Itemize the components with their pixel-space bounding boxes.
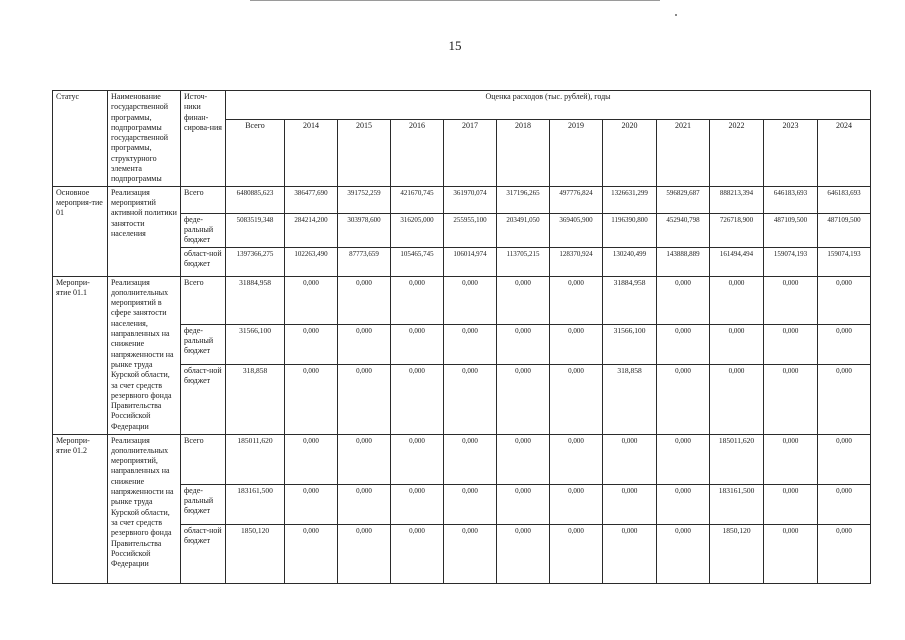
value-cell: 452940,798 (657, 213, 710, 247)
value-cell: 0,000 (285, 524, 338, 583)
value-cell: 102263,490 (285, 247, 338, 276)
value-cell: 0,000 (603, 524, 657, 583)
header-source: Источ-ники финан-сирова-ния (181, 91, 226, 187)
value-cell: 386477,690 (285, 186, 338, 213)
value-cell: 31566,100 (226, 324, 285, 364)
value-cell: 0,000 (603, 484, 657, 524)
top-scan-line (250, 0, 660, 1)
source-cell: феде-ральный бюджет (181, 324, 226, 364)
value-cell: 0,000 (497, 364, 550, 434)
value-cell: 0,000 (818, 434, 871, 484)
header-col-year: 2017 (444, 119, 497, 186)
name-cell: Реализация мероприятий активной политики занятости населения (108, 186, 181, 276)
value-cell: 0,000 (657, 434, 710, 484)
value-cell: 0,000 (550, 524, 603, 583)
header-col-year: 2024 (818, 119, 871, 186)
source-cell: феде-ральный бюджет (181, 484, 226, 524)
value-cell: 0,000 (764, 434, 818, 484)
value-cell: 5083519,348 (226, 213, 285, 247)
value-cell: 106014,974 (444, 247, 497, 276)
value-cell: 596829,687 (657, 186, 710, 213)
header-col-year: 2018 (497, 119, 550, 186)
value-cell: 0,000 (657, 524, 710, 583)
name-cell: Реализация дополнительных мероприятий, направленных на снижение напряженности на рынке труда Курской области, за счет средств резервного фонда Правительства Российской Федерации (108, 434, 181, 583)
value-cell: 0,000 (764, 324, 818, 364)
value-cell: 0,000 (764, 364, 818, 434)
value-cell: 888213,394 (710, 186, 764, 213)
value-cell: 0,000 (285, 434, 338, 484)
value-cell: 0,000 (710, 364, 764, 434)
value-cell: 303978,600 (338, 213, 391, 247)
value-cell: 159074,193 (818, 247, 871, 276)
value-cell: 31566,100 (603, 324, 657, 364)
value-cell: 497776,824 (550, 186, 603, 213)
header-name: Наименование государственной программы, подпрограммы государственной программы, структурного элемента подпрограммы (108, 91, 181, 187)
value-cell: 361970,074 (444, 186, 497, 213)
status-cell: Меропри-ятие 01.2 (53, 434, 108, 583)
value-cell: 0,000 (550, 364, 603, 434)
value-cell: 316205,000 (391, 213, 444, 247)
value-cell: 0,000 (338, 324, 391, 364)
value-cell: 0,000 (338, 364, 391, 434)
value-cell: 0,000 (391, 276, 444, 324)
value-cell: 143888,889 (657, 247, 710, 276)
value-cell: 0,000 (497, 324, 550, 364)
value-cell: 0,000 (550, 434, 603, 484)
value-cell: 203491,050 (497, 213, 550, 247)
table-row (53, 186, 871, 213)
value-cell: 0,000 (497, 484, 550, 524)
value-cell: 183161,500 (226, 484, 285, 524)
value-cell: 0,000 (497, 524, 550, 583)
value-cell: 0,000 (497, 434, 550, 484)
value-cell: 87773,659 (338, 247, 391, 276)
value-cell: 0,000 (818, 364, 871, 434)
value-cell: 1850,120 (710, 524, 764, 583)
value-cell: 0,000 (338, 434, 391, 484)
header-col-year: 2014 (285, 119, 338, 186)
source-cell: феде-ральный бюджет (181, 213, 226, 247)
table-row (53, 276, 871, 324)
value-cell: 1850,120 (226, 524, 285, 583)
header-col-year: 2021 (657, 119, 710, 186)
value-cell: 0,000 (818, 324, 871, 364)
source-cell: Всего (181, 186, 226, 213)
value-cell: 113705,215 (497, 247, 550, 276)
value-cell: 183161,500 (710, 484, 764, 524)
value-cell: 0,000 (285, 276, 338, 324)
value-cell: 0,000 (497, 276, 550, 324)
value-cell: 105465,745 (391, 247, 444, 276)
value-cell: 0,000 (391, 524, 444, 583)
scan-speck (675, 14, 677, 16)
value-cell: 31884,958 (226, 276, 285, 324)
value-cell: 0,000 (444, 434, 497, 484)
value-cell: 318,858 (226, 364, 285, 434)
value-cell: 0,000 (444, 364, 497, 434)
status-cell: Основное мероприя-тие 01 (53, 186, 108, 276)
source-cell: област-ной бюджет (181, 247, 226, 276)
value-cell: 0,000 (657, 484, 710, 524)
value-cell: 0,000 (550, 276, 603, 324)
header-col-year: 2015 (338, 119, 391, 186)
table-row (53, 434, 871, 484)
value-cell: 0,000 (338, 524, 391, 583)
header-status: Статус (53, 91, 108, 187)
value-cell: 0,000 (550, 324, 603, 364)
value-cell: 726718,900 (710, 213, 764, 247)
header-col-year: 2016 (391, 119, 444, 186)
status-cell: Меропри-ятие 01.1 (53, 276, 108, 434)
budget-table (52, 90, 871, 584)
value-cell: 0,000 (550, 484, 603, 524)
value-cell: 185011,620 (226, 434, 285, 484)
value-cell: 185011,620 (710, 434, 764, 484)
value-cell: 0,000 (764, 524, 818, 583)
value-cell: 255955,100 (444, 213, 497, 247)
value-cell: 421670,745 (391, 186, 444, 213)
value-cell: 0,000 (391, 324, 444, 364)
value-cell: 0,000 (818, 524, 871, 583)
value-cell: 0,000 (657, 276, 710, 324)
value-cell: 6480885,623 (226, 186, 285, 213)
value-cell: 0,000 (710, 276, 764, 324)
page-number: 15 (448, 38, 462, 53)
value-cell: 0,000 (818, 484, 871, 524)
value-cell: 0,000 (338, 276, 391, 324)
value-cell: 0,000 (285, 364, 338, 434)
value-cell: 0,000 (764, 276, 818, 324)
value-cell: 369405,900 (550, 213, 603, 247)
value-cell: 31884,958 (603, 276, 657, 324)
value-cell: 0,000 (391, 434, 444, 484)
value-cell: 318,858 (603, 364, 657, 434)
header-estimate: Оценка расходов (тыс. рублей), годы (226, 91, 871, 120)
value-cell: 646183,693 (818, 186, 871, 213)
name-cell: Реализация дополнительных мероприятий в сфере занятости населения, направленных на снижение напряженности на рынке труда Курской области, за счет средств резервного фонда Правительства Российской Федерации (108, 276, 181, 434)
value-cell: 0,000 (444, 324, 497, 364)
source-cell: област-ной бюджет (181, 364, 226, 434)
header-col-year: 2022 (710, 119, 764, 186)
value-cell: 1326631,299 (603, 186, 657, 213)
value-cell: 317196,265 (497, 186, 550, 213)
value-cell: 0,000 (657, 324, 710, 364)
value-cell: 0,000 (285, 324, 338, 364)
value-cell: 0,000 (657, 364, 710, 434)
source-cell: област-ной бюджет (181, 524, 226, 583)
header-col-year: 2019 (550, 119, 603, 186)
header-row-1 (53, 91, 871, 120)
value-cell: 487109,500 (818, 213, 871, 247)
value-cell: 128370,924 (550, 247, 603, 276)
source-cell: Всего (181, 276, 226, 324)
header-col-year: 2020 (603, 119, 657, 186)
value-cell: 161494,494 (710, 247, 764, 276)
value-cell: 0,000 (444, 524, 497, 583)
value-cell: 130240,499 (603, 247, 657, 276)
value-cell: 284214,200 (285, 213, 338, 247)
value-cell: 0,000 (285, 484, 338, 524)
value-cell: 1397366,275 (226, 247, 285, 276)
header-col-year: 2023 (764, 119, 818, 186)
source-cell: Всего (181, 434, 226, 484)
value-cell: 0,000 (603, 434, 657, 484)
value-cell: 1196390,800 (603, 213, 657, 247)
value-cell: 391752,259 (338, 186, 391, 213)
value-cell: 646183,693 (764, 186, 818, 213)
value-cell: 0,000 (818, 276, 871, 324)
value-cell: 0,000 (444, 484, 497, 524)
value-cell: 0,000 (338, 484, 391, 524)
value-cell: 0,000 (391, 484, 444, 524)
value-cell: 487109,500 (764, 213, 818, 247)
value-cell: 0,000 (764, 484, 818, 524)
value-cell: 0,000 (391, 364, 444, 434)
value-cell: 0,000 (444, 276, 497, 324)
value-cell: 0,000 (710, 324, 764, 364)
value-cell: 159074,193 (764, 247, 818, 276)
header-col-total: Всего (226, 119, 285, 186)
